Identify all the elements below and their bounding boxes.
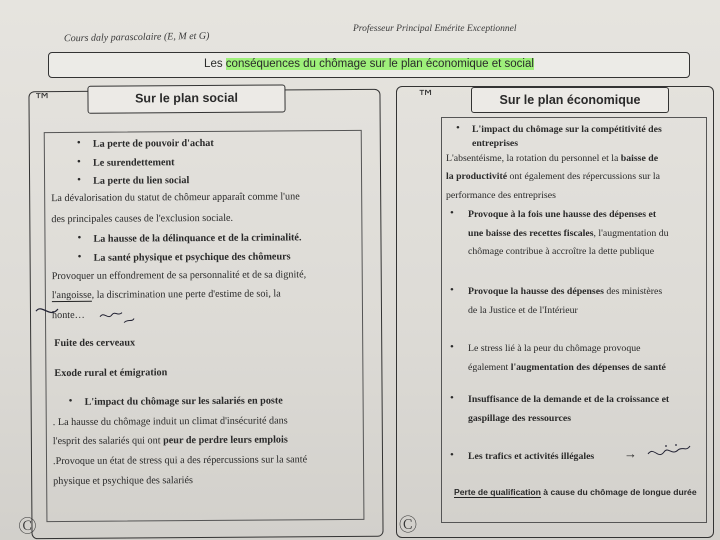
social-heading-rural-exodus: Exode rural et émigration [54,367,168,380]
social-item-purchasing-power: La perte de pouvoir d'achat [92,137,214,150]
economic-item-competitiveness: L'impact du chômage sur la compétitivité des [472,124,662,135]
social-item-social-link: La perte du lien social [93,175,190,187]
economic-item-expenses-cont: une baisse des recettes fiscales, l'augmentation du [468,228,669,239]
social-paragraph-line: l'angoisse, la discrimination une perte d'estime de soi, la [51,288,281,302]
economic-item-demand: Insuffisance de la demande et de la croissance et [468,394,670,405]
economic-paragraph-line: L'absentéisme, la rotation du personnel et la baisse de [446,153,659,164]
economic-footer-line: Perte de qualification à cause du chômage de longue durée [454,487,697,497]
economic-item-competitiveness-cont: entreprises [472,138,519,149]
bullet-icon: • [450,284,454,296]
social-paragraph-line: des principales causes de l'exclusion sociale. [51,212,234,226]
economic-item-stress: Le stress lié à la peur du chômage provoque [468,343,641,354]
bullet-icon: • [77,231,82,244]
social-scroll-frame [18,89,383,539]
bullet-icon: • [77,250,82,263]
economic-paragraph-line: performance des entreprises [446,190,556,201]
title-highlight: conséquences du chômage sur le plan économique et social [225,58,534,70]
economic-heading: Sur le plan économique [471,87,669,113]
economic-scroll-frame [396,86,714,538]
underlined-word: l'angoisse [51,289,92,302]
economic-item-expenses-cont: chômage contribue à accroître la dette publique [468,246,655,257]
underlined-phrase: Perte de qualification [454,487,541,497]
scroll-curl-icon: Ⓒ [399,515,417,536]
bullet-icon: • [68,394,73,407]
bullet-icon: • [76,155,81,168]
economic-content-box [441,117,707,523]
bullet-icon: • [456,122,460,134]
social-heading: Sur le plan social [87,84,285,113]
economic-item-trafficking: Les trafics et activités illégales [468,451,595,462]
social-paragraph-line: l'esprit des salariés qui ont peur de perdre leurs emplois [52,434,288,448]
economic-item-stress-cont: également l'augmentation des dépenses de santé [468,362,666,373]
header-course-note: Cours daly parascolaire (E, M et G) [63,30,210,45]
social-paragraph-line: La dévalorisation du statut de chômeur apparaît comme l'une [51,191,300,205]
scroll-curl-icon: ™ [417,87,435,108]
social-item-over-indebtedness: Le surendettement [92,157,175,169]
social-paragraph-line: .Provoque un état de stress qui a des répercussions sur la santé [52,454,308,468]
social-paragraph-line: . La hausse du chômage induit un climat d'insécurité dans [52,415,288,429]
scroll-curl-icon: ™ [33,90,52,112]
economic-item-expenses: Provoque à la fois une hausse des dépenses et [468,209,657,220]
bullet-icon: • [76,136,81,149]
social-paragraph-line: physique et psychique des salariés [53,475,193,488]
handwritten-annotation-icon [646,440,700,462]
economic-paragraph-line: la productivité ont également des répercussions sur la [446,171,660,182]
page-title [48,52,690,78]
header-teacher-note: Professeur Principal Emérite Exceptionnel [353,24,517,34]
social-item-health: La santé physique et psychique des chômeurs [93,251,291,264]
social-item-delinquency: La hausse de la délinquance et de la criminalité. [93,232,302,245]
economic-item-ministries: Provoque la hausse des dépenses des ministères [468,286,663,297]
social-paragraph-line: Provoquer un effondrement de sa personnalité et de sa dignité, [51,269,307,283]
social-heading-brain-drain: Fuite des cerveaux [54,337,136,350]
bullet-icon: • [450,449,454,461]
handwritten-annotation-icon [34,300,154,331]
social-content-box [44,130,365,522]
social-paragraph-line: honte… [51,309,85,322]
bullet-icon: • [450,392,454,404]
bullet-icon: • [77,173,81,186]
bullet-icon: • [450,341,454,353]
economic-item-ministries-cont: de la Justice et de l'Intérieur [468,305,578,316]
social-item-employees-impact: L'impact du chômage sur les salariés en poste [84,395,283,408]
title-prefix: Les [204,58,226,70]
arrow-right-icon: → [624,446,637,461]
scroll-curl-icon: Ⓒ [18,516,37,538]
economic-item-demand-cont: gaspillage des ressources [468,413,572,424]
bullet-icon: • [450,207,454,219]
